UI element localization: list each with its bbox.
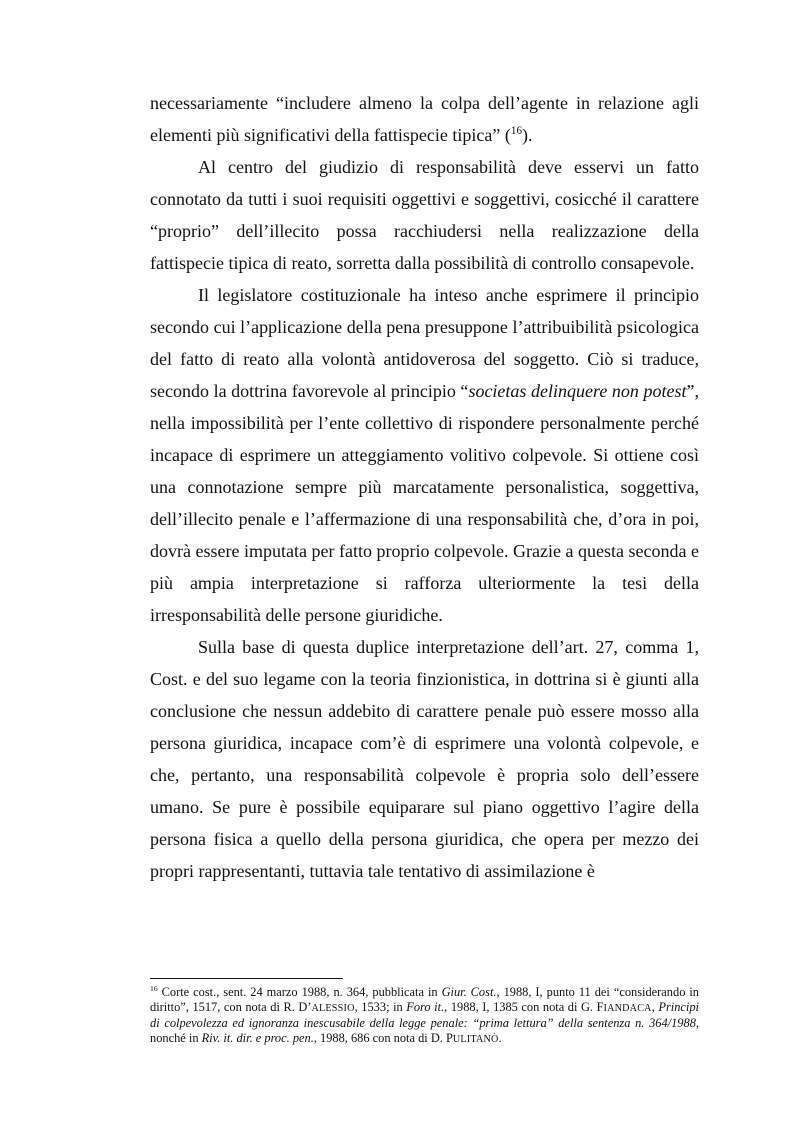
footnote-text: . bbox=[498, 1031, 502, 1045]
footnote-text: , 1988, I, punto 11 dei “considerando in diritto”, 1517, con nota di R. D’ bbox=[150, 985, 699, 1014]
paragraph-1-text: necessariamente “includere almeno la colpa dell’agente in relazione agli elementi più significativi della fattispecie tipica” ( bbox=[150, 93, 699, 145]
footnote-author: IANDACA bbox=[603, 1003, 652, 1014]
footnote-reference[interactable]: 16 bbox=[510, 125, 523, 137]
paragraph-1 bbox=[150, 87, 699, 151]
latin-maxim: societas delinquere non potest bbox=[468, 381, 687, 401]
footnote-journal: Foro it. bbox=[406, 1000, 445, 1014]
footnote-text: , 1988, I, 1385 con nota di G. F bbox=[444, 1000, 604, 1014]
footnote-journal: Riv. it. dir. e proc. pen. bbox=[201, 1031, 314, 1045]
footnote-16 bbox=[150, 985, 699, 1047]
paragraph-3-text: Il legislatore costituzionale ha inteso anche esprimere il principio secondo cui l’applicazione della pena presuppone l’attribuibilità psicologica del fatto di reato alla volontà antidoverosa del soggetto. Ciò si traduce, secondo la dottrina favorevole al principio “ bbox=[150, 285, 699, 401]
paragraph-4: Sulla base di questa duplice interpretazione dell’art. 27, comma 1, Cost. e del suo legame con la teoria finzionistica, in dottrina si è giunti alla conclusione che nessun addebito di carattere penale può essere mosso alla persona giuridica, incapace com’è di esprimere una volontà colpevole, e che, pertanto, una responsabilità colpevole è propria solo dell’essere umano. Se pure è possibile equiparare sul piano oggettivo l’agire della persona fisica a quello della persona giuridica, che opera per mezzo dei propri rappresentanti, tuttavia tale tentativo di assimilazione è bbox=[150, 637, 699, 881]
paragraph-2: Al centro del giudizio di responsabilità deve esservi un fatto connotato da tutti i suoi requisiti oggettivi e soggettivi, cosicché il carattere “proprio” dell’illecito possa racchiudersi nella realizzazione della fattispecie tipica di reato, sorretta dalla possibilità di controllo consapevole. bbox=[150, 157, 699, 273]
footnote-text: , 1988, 686 con nota di D. P bbox=[313, 1031, 453, 1045]
footnote-journal: Giur. Cost. bbox=[441, 985, 497, 999]
footnote-text: , bbox=[651, 1000, 659, 1014]
footnote-author: ALESSIO bbox=[311, 1003, 355, 1014]
footnote-text: , 1533; in bbox=[354, 1000, 407, 1014]
footnote-text: Corte cost., sent. 24 marzo 1988, n. 364, pubblicata in bbox=[157, 985, 442, 999]
footnote-separator bbox=[150, 978, 343, 979]
paragraph-1-text-end: ). bbox=[522, 125, 533, 145]
footnote-author: ULITANÒ bbox=[452, 1034, 499, 1045]
document-page bbox=[150, 87, 699, 887]
footnote-article-title: Principi di colpevolezza ed ignoranza inescusabile della legge penale: “prima lettura” della sentenza n. 364/1988 bbox=[150, 1000, 699, 1030]
footnote-text: , nonché in bbox=[150, 1016, 699, 1045]
paragraph-3-text-end: ”, nella impossibilità per l’ente collettivo di rispondere personalmente perché incapace di esprimere un atteggiamento volitivo colpevole. Si ottiene così una connotazione sempre più marcatamente personalistica, soggettiva, dell’illecito penale e l’affermazione di una responsabilità che, d’ora in poi, dovrà essere imputata per fatto proprio colpevole. Grazie a questa seconda e più ampia interpretazione si rafforza ulteriormente la tesi della irresponsabilità delle persone giuridiche. bbox=[150, 381, 700, 625]
footnote-number: 16 bbox=[150, 983, 158, 993]
paragraph-3 bbox=[150, 279, 699, 631]
